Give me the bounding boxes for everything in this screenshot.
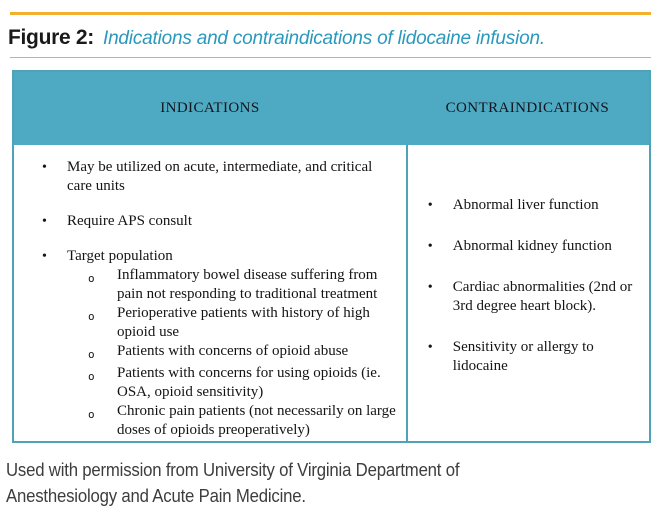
bullet-icon: • [427,239,433,254]
sub-indication-text: Patients with concerns for using opioids (ie. OSA, opioid sensitivity) [117,365,381,400]
list-item [428,278,641,316]
figure-caption: Indications and contraindications of lidocaine infusion. [102,28,545,49]
circle-bullet-icon: o [88,272,95,285]
indent-spacer [42,304,88,342]
title-divider-rule [10,57,651,58]
sub-list-item [42,402,398,440]
table-body-row [14,145,649,441]
sub-list-item [42,304,398,342]
list-item [428,338,641,376]
top-accent-rule [10,12,651,15]
sub-list-item [42,266,398,304]
indication-text: Target population [67,248,173,264]
contraindication-text: Abnormal liver function [452,197,599,213]
sub-list-item [42,364,398,402]
contraindications-cell [406,145,649,441]
header-cell-contraindications: CONTRAINDICATIONS [445,100,610,116]
contraindication-text: Cardiac abnormalities (2nd or 3rd degree heart block). [452,279,633,314]
indication-text: May be utilized on acute, intermediate, and critical care units [67,159,373,194]
indent-spacer [42,402,88,440]
list-item [428,196,641,215]
circle-bullet-icon: o [88,408,95,421]
circle-bullet-icon: o [88,370,95,383]
sub-indication-text: Chronic pain patients (not necessarily on large doses of opioids preoperatively) [117,403,396,438]
indications-cell [14,145,406,441]
circle-bullet-icon: o [88,348,95,361]
circle-bullet-icon: o [88,310,95,323]
bullet-icon: • [42,160,47,175]
list-item [42,212,398,231]
figure-label: Figure 2: [8,26,94,49]
bullet-icon: • [427,340,433,355]
credit-line: Anesthesiology and Acute Pain Medicine. [6,486,306,506]
indent-spacer [42,364,88,402]
list-item [428,237,641,256]
permission-credit [6,457,490,509]
bullet-icon: • [42,214,47,229]
indent-spacer [42,342,88,364]
table-header-row [14,72,649,145]
sub-indication-text: Inflammatory bowel disease suffering from pain not responding to traditional treatment [117,267,378,302]
list-item [42,247,398,266]
sub-indication-text: Patients with concerns of opioid abuse [117,343,349,359]
target-population-sublist [42,266,398,440]
header-cell-indications: INDICATIONS [160,100,260,116]
sub-indication-text: Perioperative patients with history of high opioid use [117,305,370,340]
bullet-icon: • [427,198,433,213]
sub-list-item [42,342,398,364]
contraindication-text: Abnormal kidney function [452,238,612,254]
contraindication-text: Sensitivity or allergy to lidocaine [452,339,594,374]
credit-line: Used with permission from University of Virginia Department of [6,460,460,480]
bullet-icon: • [427,280,433,295]
figure-title-row [8,26,658,50]
indent-spacer [42,266,88,304]
indications-contraindications-table [12,70,651,443]
list-item [42,158,398,196]
bullet-icon: • [42,249,47,264]
indication-text: Require APS consult [67,213,193,229]
